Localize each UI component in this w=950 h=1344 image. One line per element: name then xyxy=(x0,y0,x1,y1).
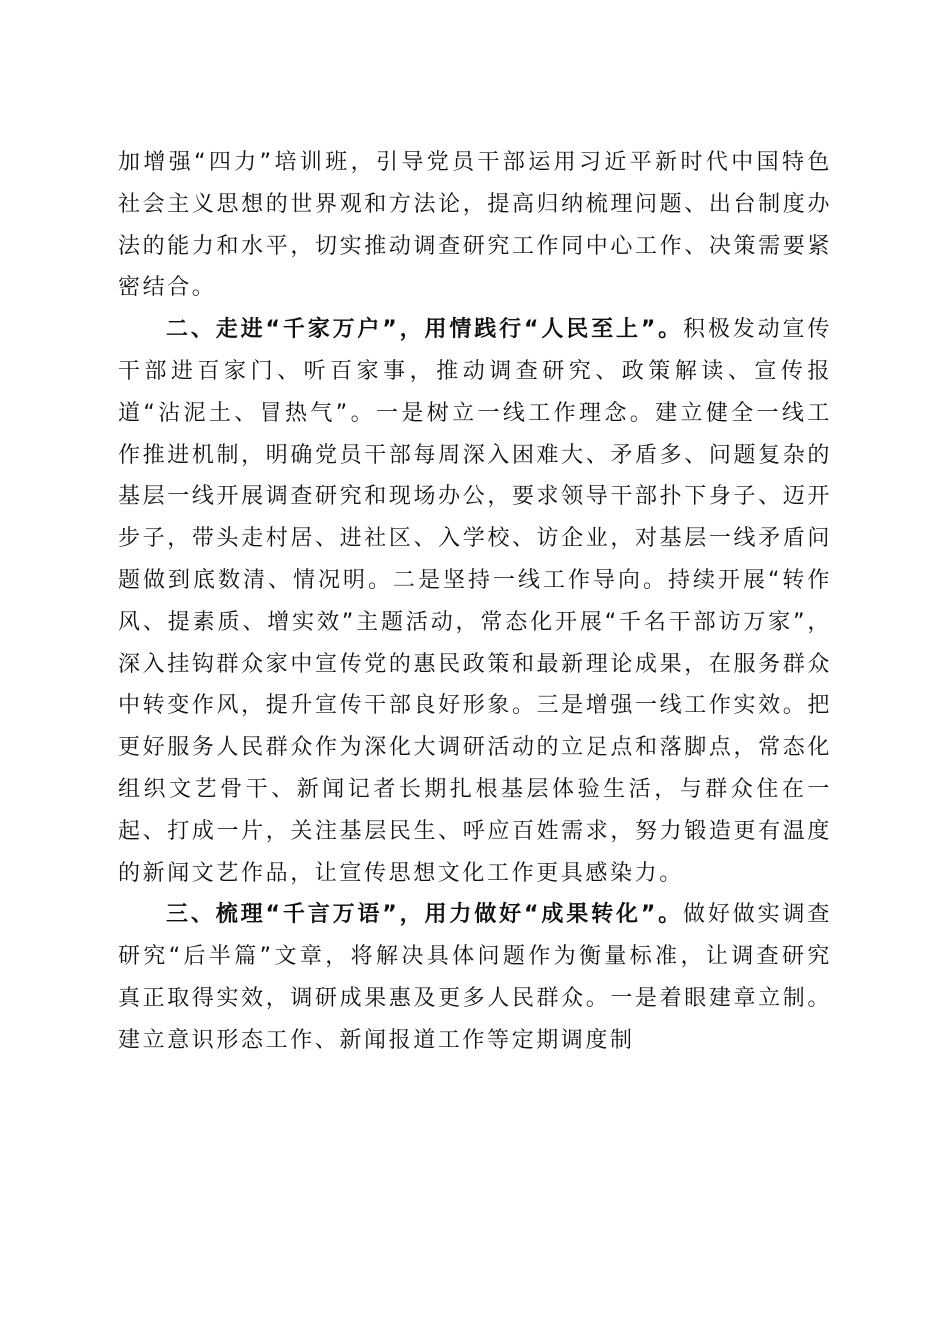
section-3-body: 做好做实调查研究“后半篇”文章，将解决具体问题作为衡量标准，让调查研究真正取得实效，调研成果惠及更多人民群众。一是着眼建章立制。建立意识形态工作、新闻报道工作等定期调度制 xyxy=(118,902,832,1053)
paragraph-text: 加增强“四力”培训班，引导党员干部运用习近平新时代中国特色社会主义思想的世界观和方法论，提高归纳梳理问题、出台制度办法的能力和水平，切实推动调查研究工作同中心工作、决策需要紧密结合。 xyxy=(118,150,832,301)
paragraph-continuation xyxy=(118,142,832,309)
section-3-heading: 三、梳理“千言万语”，用力做好“成果转化”。 xyxy=(166,902,684,928)
section-2-heading: 二、走进“千家万户”，用情践行“人民至上”。 xyxy=(166,317,684,343)
paragraph-section-2 xyxy=(118,309,832,894)
section-2-body: 积极发动宣传干部进百家门、听百家事，推动调查研究、政策解读、宣传报道“沾泥土、冒热气”。一是树立一线工作理念。建立健全一线工作推进机制，明确党员干部每周深入困难大、矛盾多、问题复杂的基层一线开展调查研究和现场办公，要求领导干部扑下身子、迈开步子，带头走村居、进社区、入学校、访企业，对基层一线矛盾问题做到底数清、情况明。二是坚持一线工作导向。持续开展“转作风、提素质、增实效”主题活动，常态化开展“千名干部访万家”，深入挂钩群众家中宣传党的惠民政策和最新理论成果，在服务群众中转变作风，提升宣传干部良好形象。三是增强一线工作实效。把更好服务人民群众作为深化大调研活动的立足点和落脚点，常态化组织文艺骨干、新闻记者长期扎根基层体验生活，与群众住在一起、打成一片，关注基层民生、呼应百姓需求，努力锻造更有温度的新闻文艺作品，让宣传思想文化工作更具感染力。 xyxy=(118,317,832,886)
paragraph-section-3 xyxy=(118,894,832,1061)
document-body xyxy=(118,142,832,1062)
